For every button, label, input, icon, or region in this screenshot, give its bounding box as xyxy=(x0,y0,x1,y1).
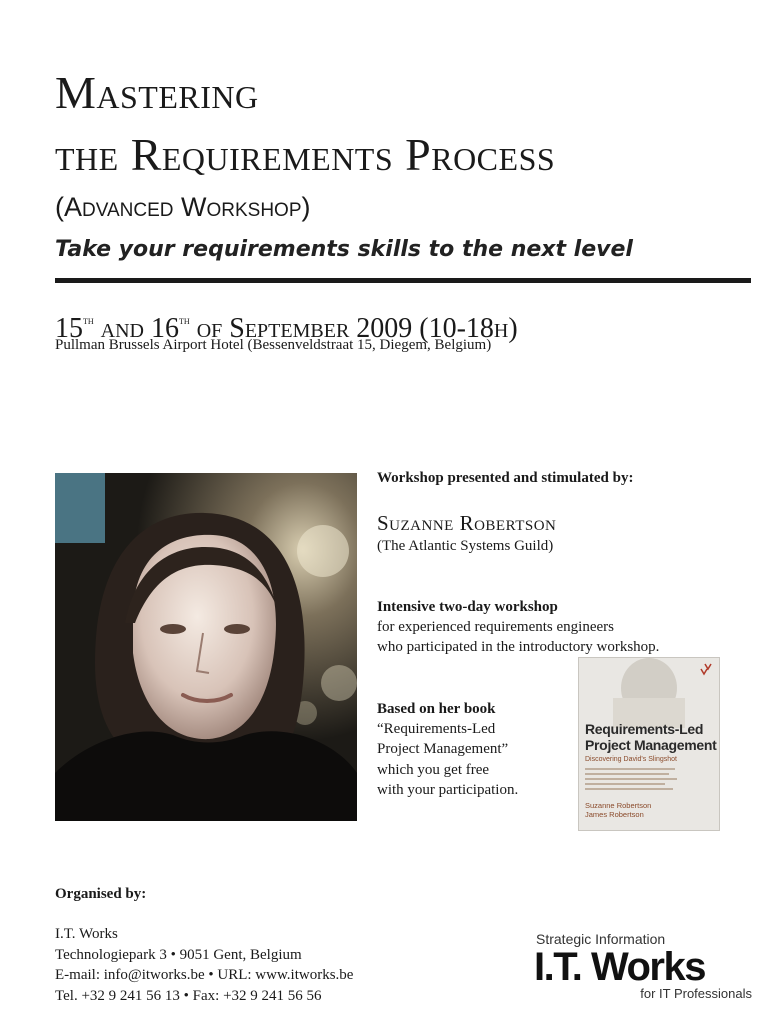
book-line-3: which you get free xyxy=(377,762,490,778)
logo-tagline-bottom: for IT Professionals xyxy=(640,986,752,1001)
book-cover-title-line-2: Project Management xyxy=(585,737,717,753)
book-cover-image xyxy=(578,657,720,831)
organiser-phone: Tel. +32 9 241 56 13 • Fax: +32 9 241 56 56 xyxy=(55,988,322,1004)
presenter-organisation: (The Atlantic Systems Guild) xyxy=(377,538,554,554)
page-title-line-1: Mastering xyxy=(55,67,259,118)
organiser-label: Organised by: xyxy=(55,886,147,902)
itworks-logo xyxy=(534,930,754,1006)
divider xyxy=(55,278,751,283)
workshop-description-line-2: who participated in the introductory workshop. xyxy=(377,639,660,655)
book-cover-author-1: Suzanne Robertson xyxy=(585,801,652,810)
logo-tagline-top: Strategic Information xyxy=(536,931,666,947)
workshop-heading: Intensive two-day workshop xyxy=(377,599,558,615)
date-month-time: of September 2009 (10-18h) xyxy=(196,313,518,344)
workshop-description-line-1: for experienced requirements engineers xyxy=(377,619,614,635)
presenter-photo xyxy=(55,473,357,821)
book-line-1: “Requirements-Led xyxy=(377,721,496,737)
book-heading: Based on her book xyxy=(377,701,496,717)
organiser-address: Technologiepark 3 • 9051 Gent, Belgium xyxy=(55,947,302,963)
book-line-2: Project Management” xyxy=(377,741,509,757)
date-day-1-suffix: th xyxy=(83,315,94,327)
book-line-4: with your participation. xyxy=(377,782,519,798)
event-venue: Pullman Brussels Airport Hotel (Bessenveldstraat 15, Diegem, Belgium) xyxy=(55,337,492,353)
date-day-2: 16 xyxy=(151,313,180,344)
organiser-contact: E-mail: info@itworks.be • URL: www.itworks.be xyxy=(55,967,354,983)
presenter-name: Suzanne Robertson xyxy=(377,511,557,535)
book-cover-author-2: James Robertson xyxy=(585,810,644,819)
tagline: Take your requirements skills to the next level xyxy=(55,237,633,262)
date-day-1: 15 xyxy=(55,313,83,344)
date-conjunction: and xyxy=(100,313,145,344)
date-day-2-suffix: th xyxy=(179,315,190,327)
presenter-intro: Workshop presented and stimulated by: xyxy=(377,470,634,486)
page-title-line-2: the Requirements Process xyxy=(55,129,556,180)
page-subtitle: (Advanced Workshop) xyxy=(55,192,311,222)
logo-wordmark: I.T. Works xyxy=(534,945,705,989)
organiser-name: I.T. Works xyxy=(55,926,118,942)
book-cover-title-line-1: Requirements-Led xyxy=(585,721,704,737)
book-cover-subtitle: Discovering David's Slingshot xyxy=(585,756,677,763)
